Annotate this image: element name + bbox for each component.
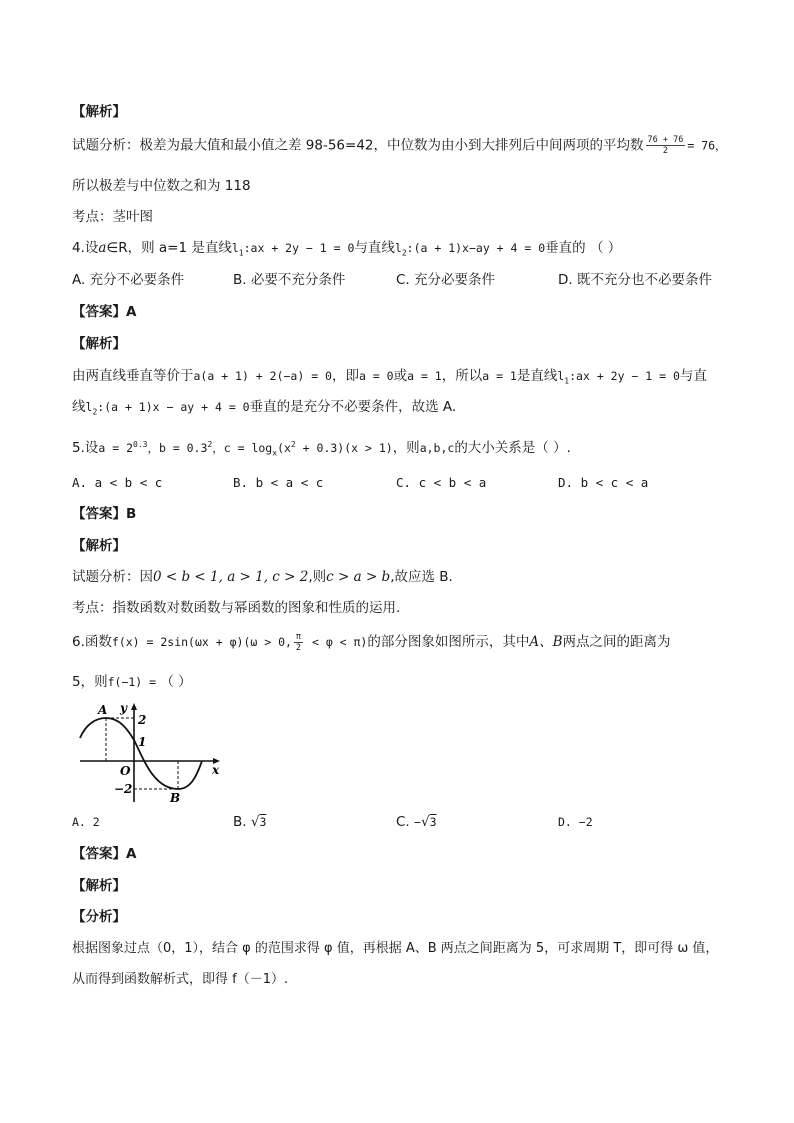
line-subscript: 2: [92, 407, 98, 417]
tick-minus-2: −2: [114, 782, 133, 796]
math-exponent: 2: [207, 440, 213, 449]
stem-text: 5.设: [72, 439, 99, 456]
sine-graph: [72, 700, 232, 810]
stem-text: 5，则: [72, 674, 108, 690]
fraction-numerator: π: [295, 632, 302, 642]
kaodian-line: 考点：指数函数对数函数与幂函数的图象和性质的运用.: [72, 600, 401, 616]
stem-text: 的部分图象如图所示，其中: [367, 634, 530, 650]
exp-math: a = 0: [358, 369, 394, 383]
sqrt-icon: √: [250, 814, 260, 830]
explanation-line: [72, 367, 707, 390]
line-symbol: l: [231, 241, 239, 255]
fraction-denominator: 2: [295, 643, 302, 653]
q6-option-b[interactable]: [233, 813, 266, 831]
line-equation: :ax + 2y − 1 = 0: [569, 369, 680, 383]
def-b: [147, 441, 212, 455]
q6-option-c[interactable]: [396, 813, 437, 831]
minus-sign: −: [414, 815, 421, 829]
exp-math: a = 1: [407, 369, 442, 383]
exp-math: 0 < b < 1, a > 1, c > 2: [153, 569, 309, 585]
explanation-line: [72, 568, 453, 586]
q6-option-a[interactable]: [72, 813, 100, 831]
q5-option-b[interactable]: B. b < a < c: [233, 475, 324, 490]
exp-text: ,则: [308, 569, 327, 585]
math-vars: a,b,c: [419, 440, 455, 455]
exp-text: 线: [72, 399, 86, 415]
exp-text: ，即: [331, 368, 359, 384]
fraction-denominator: 2: [662, 146, 668, 156]
answer-line: 【答案】B: [72, 506, 137, 522]
answer-line: 【答案】A: [72, 304, 137, 320]
line-subscript: 1: [564, 376, 570, 386]
stem-text: 两点之间的距离为: [562, 634, 671, 650]
exp-text: 与直: [679, 368, 707, 384]
analysis-heading: 【解析】: [72, 538, 126, 554]
sqrt-radicand: 3: [259, 815, 267, 829]
line-symbol: l: [394, 241, 402, 255]
line-subscript: 2: [401, 248, 407, 258]
stem-text: ，则: [392, 439, 420, 456]
option-text: B.: [233, 814, 251, 830]
question-6-stem: [72, 632, 671, 653]
math-expr: a = 2: [98, 440, 134, 455]
fenxi-heading: 【分析】: [72, 909, 126, 925]
q4-option-d[interactable]: D. 既不充分也不必要条件: [558, 272, 712, 288]
line-symbol: l: [557, 369, 565, 383]
fraction-numerator: 76 + 76: [647, 135, 684, 145]
label-b: B: [170, 791, 181, 805]
def-c: [212, 440, 393, 458]
function-condition: [243, 632, 368, 653]
q6-option-d[interactable]: [558, 813, 593, 831]
math-expr: + 0.3)(x > 1): [295, 440, 393, 455]
analysis-conclusion: 所以极差与中位数之和为 118: [72, 178, 251, 194]
exp-math: c > a > b: [326, 569, 391, 585]
exp-text: 垂直的是充分不必要条件，故选 A.: [249, 399, 457, 415]
sqrt-radicand: 3: [429, 815, 437, 829]
y-axis-arrow: [131, 703, 137, 710]
line-subscript: 1: [238, 248, 244, 258]
fenxi-line: 从而得到函数解析式，即得 f（－1）.: [72, 972, 289, 987]
sqrt-icon: √: [420, 814, 430, 830]
analysis-line: [72, 135, 727, 156]
question-4-stem: [72, 239, 621, 262]
exp-math: a(a + 1) + 2(−a) = 0: [193, 369, 332, 383]
answer-line: 【答案】A: [72, 846, 137, 862]
analysis-heading: 【解析】: [72, 878, 126, 894]
exp-text: 由两直线垂直等价于: [72, 368, 194, 384]
line-equation: :(a + 1)x−ay + 4 = 0: [406, 241, 546, 255]
math-subscript: x: [272, 448, 278, 458]
math-var: a: [98, 240, 107, 256]
option-text: D. −2: [558, 815, 593, 829]
option-text: A. 2: [72, 815, 100, 829]
exp-line-l1: [557, 369, 680, 386]
analysis-heading: 【解析】: [72, 336, 126, 352]
stem-text: ∈R，则 a=1 是直线: [106, 240, 232, 256]
stem-text: 4.设: [72, 240, 99, 256]
label-origin: O: [120, 764, 131, 778]
pi-half-fraction: [294, 632, 303, 653]
q4-option-b[interactable]: B. 必要不充分条件: [233, 272, 346, 288]
label-a: A: [98, 703, 108, 717]
stem-text: 与直线: [354, 240, 395, 256]
math-vars: A、B: [529, 634, 563, 650]
label-x: x: [212, 763, 220, 777]
stem-text: （ ）: [156, 674, 192, 690]
line-l1: [231, 241, 355, 258]
q5-option-c[interactable]: C. c < b < a: [396, 475, 487, 490]
exp-line-l2: [85, 400, 250, 417]
question-6-line2: [72, 673, 192, 691]
math-expr: ，c = log: [212, 440, 273, 455]
exp-text: ，所以: [441, 368, 483, 384]
option-text: C.: [396, 814, 415, 830]
line-symbol: l: [85, 400, 93, 414]
sine-curve: [80, 718, 202, 789]
exp-text: ,故应选 B.: [390, 569, 453, 585]
line-equation: :(a + 1)x − ay + 4 = 0: [97, 400, 250, 414]
stem-text: 6.函数: [72, 634, 112, 650]
q4-option-c[interactable]: C. 充分必要条件: [396, 272, 496, 288]
tick-2: 2: [138, 713, 147, 727]
explanation-line: [72, 398, 456, 421]
math-expr: (x: [277, 440, 291, 455]
median-result: = 76，: [687, 138, 727, 153]
math-exponent: 2: [290, 440, 296, 449]
function-expr: f(x) = 2sin(ωx + φ): [111, 635, 244, 649]
median-fraction: [646, 135, 686, 156]
stem-text: 垂直的 （ ）: [545, 240, 622, 256]
math-expr: ，b = 0.3: [147, 440, 208, 455]
stem-text: 的大小关系是（ ）.: [454, 439, 571, 456]
q4-option-a[interactable]: A. 充分不必要条件: [72, 272, 185, 288]
q5-option-a[interactable]: A. a < b < c: [72, 475, 163, 490]
analysis-text: 试题分析：极差为最大值和最小值之差 98-56=42，中位数为由小到大排列后中间两项的平均数: [72, 137, 644, 154]
math-expr: < φ < π): [305, 635, 368, 649]
math-exponent: 0.3: [133, 440, 148, 449]
line-l2: [394, 241, 546, 258]
line-equation: :ax + 2y − 1 = 0: [243, 241, 355, 255]
exp-text: 试题分析：因: [72, 569, 153, 585]
def-a: [98, 441, 147, 455]
question-5-stem: [72, 436, 571, 462]
tick-1: 1: [138, 735, 147, 749]
kaodian-line: 考点：茎叶图: [72, 209, 153, 225]
exp-text: 是直线: [516, 368, 558, 384]
analysis-heading: 【解析】: [72, 104, 126, 120]
label-y: y: [120, 701, 127, 715]
math-expr: (ω > 0,: [243, 635, 292, 649]
exp-text: 或: [393, 368, 408, 384]
exp-math: a = 1: [482, 369, 517, 383]
function-eval: f(−1) =: [107, 675, 157, 689]
fenxi-line: 根据图象过点（0，1），结合 φ 的范围求得 φ 值，再根据 A、B 两点之间距离为 5，可求周期 T，即可得 ω 值，: [72, 941, 719, 956]
q5-option-d[interactable]: D. b < c < a: [558, 475, 649, 490]
